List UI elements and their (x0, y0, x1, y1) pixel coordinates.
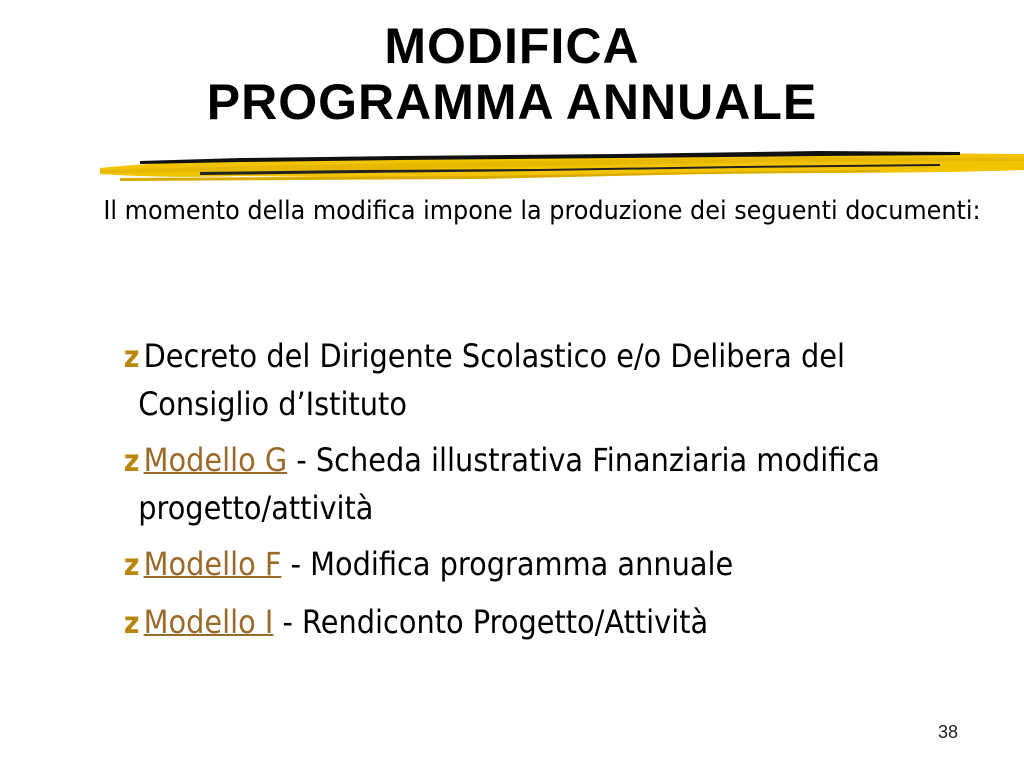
page-number: 38 (937, 722, 958, 742)
modello-i-link[interactable]: Modello I (143, 603, 274, 641)
z-bullet-icon: z (123, 340, 140, 375)
bullet-text: - Rendiconto Progetto/Attività (273, 603, 709, 641)
bullet-text: Decreto del Dirigente Scolastico e/o Delibera del Consiglio d’Istituto (138, 337, 845, 423)
slide-title (0, 18, 1024, 130)
z-bullet-icon: z (123, 606, 140, 641)
modello-f-link[interactable]: Modello F (143, 545, 282, 583)
bullet-item-modello-f (104, 541, 896, 589)
title-line-1: MODIFICA (384, 18, 640, 74)
subtitle-text: Il momento della modifica impone la produzione dei seguenti documenti: (103, 196, 981, 226)
bullet-item-modello-i (104, 599, 896, 647)
bullet-item-modello-g (104, 437, 896, 531)
title-line-2: PROGRAMMA ANNUALE (206, 74, 818, 130)
modello-g-link[interactable]: Modello G (143, 441, 288, 479)
z-bullet-icon: z (123, 444, 140, 479)
bullet-text: - Modifica programma annuale (281, 545, 734, 583)
bullet-item-decreto (104, 333, 896, 427)
bullet-list (104, 333, 984, 657)
brush-stroke-divider (100, 148, 1024, 188)
bullet-text: - Scheda illustrativa Finanziaria modifica progetto/attività (138, 441, 880, 527)
z-bullet-icon: z (123, 548, 140, 583)
